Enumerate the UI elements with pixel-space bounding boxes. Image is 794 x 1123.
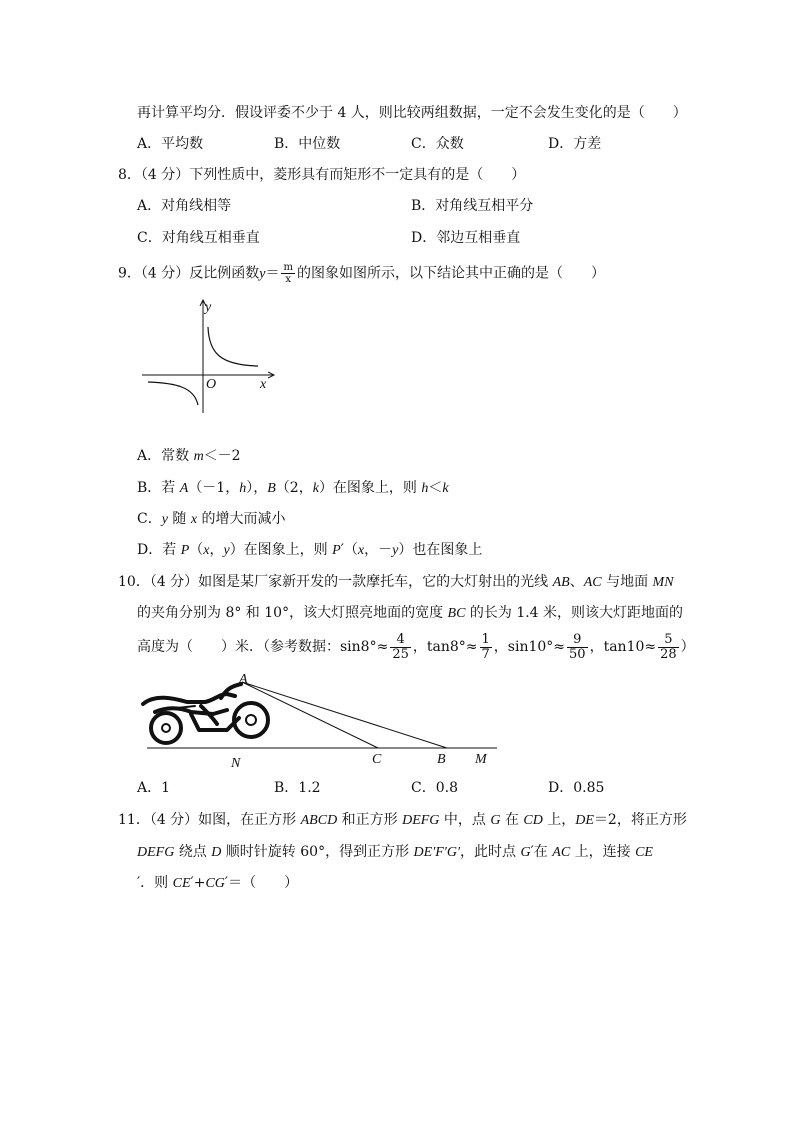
q7-option-c: C．众数 [411, 136, 464, 152]
q10-f1-den: 25 [392, 646, 409, 662]
q9-option-b [137, 479, 449, 498]
q10-l1-t1: 10．（4 分）如图是某厂家新开发的一款摩托车，它的大灯射出的光线 [118, 574, 553, 590]
q9-func-numerator: m [283, 262, 293, 273]
q11-l1-CD: CD [523, 813, 543, 828]
q9-func-y: y [259, 266, 266, 282]
q9-optB-t2: （－1， [188, 480, 240, 496]
q11-l2-image-square: DE′F′G′ [413, 845, 461, 860]
q9-optD-y2: y [392, 543, 399, 558]
q11-l2-AC: AC [552, 845, 571, 860]
q10-option-d: D．0.85 [548, 780, 605, 796]
q10-l3-t4: ，tan10≈ [589, 639, 657, 655]
q11-l2-t3: ，此时点 [460, 844, 521, 860]
q11-l2-t2: 顺时针旋转 60°，得到正方形 [221, 844, 414, 860]
q9-option-d [137, 541, 482, 560]
light-ray-ac [242, 682, 378, 748]
q9-optC-t2: 随 [167, 511, 191, 527]
q10-f1-num: 4 [390, 633, 411, 648]
q11-l2-CE: CE [635, 845, 653, 860]
q10-motorcycle-figure [135, 672, 500, 772]
q10-f2-num: 1 [481, 631, 490, 647]
q11-line-1 [118, 811, 687, 830]
q9-optA-var: m [193, 449, 204, 464]
q9-optD-t6: ，－ [364, 542, 393, 558]
q7-option-d: D．方差 [548, 136, 602, 152]
q9-optA-text-a: A．常数 [137, 448, 194, 464]
q9-optB-k: k [312, 481, 319, 496]
q8-stem: 8．（4 分）下列性质中，菱形具有而矩形不一定具有的是（ ） [118, 167, 526, 183]
q7-option-a: A．平均数 [137, 136, 204, 152]
q9-optC-t3: 的增大而减小 [197, 511, 286, 527]
q7-stem-continuation: 再计算平均分．假设评委不少于 4 人，则比较两组数据，一定不会发生变化的是（ ） [137, 105, 687, 121]
q11-l1-t4: 在 [500, 812, 524, 828]
q9-optB-A: A [179, 481, 189, 496]
q11-l3-CE: CE [172, 876, 191, 891]
q9-optD-y: y [223, 543, 230, 558]
point-a-label: A [239, 672, 248, 687]
light-ray-ab [242, 682, 447, 748]
q11-l1-t2: 和正方形 [337, 812, 403, 828]
q11-l3-CG: CG [205, 876, 225, 891]
q9-optB-t5: ）在图象上，则 [318, 480, 422, 496]
q11-l1-t1: 11．（4 分）如图，在正方形 [118, 812, 301, 828]
q7-option-b: B．中位数 [274, 136, 341, 152]
q9-option-c [137, 510, 286, 529]
q10-line-3 [137, 632, 695, 662]
q10-l2-t1: 的夹角分别为 8° 和 10°，该大灯照亮地面的宽度 [137, 605, 448, 621]
q10-option-b: B．1.2 [274, 780, 321, 796]
q9-optD-t2: （ [189, 542, 204, 558]
q11-l2-t1: 绕点 [174, 844, 212, 860]
q10-option-a: A．1 [137, 780, 171, 796]
q10-f3-num: 9 [567, 633, 588, 648]
q9-optD-x: x [203, 543, 210, 558]
q10-l3-t3: ，sin10°≈ [493, 639, 566, 655]
q8-option-c: C．对角线互相垂直 [137, 230, 260, 246]
q9-optD-t7: ）也在图象上 [398, 542, 483, 558]
hyperbola-branch-lower [148, 382, 198, 405]
q11-l1-t3: 中，点 [439, 812, 491, 828]
q9-optA-text-b: ＜－2 [203, 448, 241, 464]
q8-option-a: A．对角线相等 [137, 198, 232, 214]
q10-l1-MN: MN [652, 575, 674, 590]
q11-l1-ABCD: ABCD [300, 813, 338, 828]
q11-l1-t5: 上， [542, 812, 576, 828]
q10-fraction-tan10 [658, 633, 679, 662]
q10-f3-den: 50 [569, 646, 586, 662]
q10-option-c: C．0.8 [411, 780, 458, 796]
q11-l1-G: G [490, 813, 501, 828]
q10-l3-t5: ） [680, 639, 695, 655]
q11-l1-DEFG: DEFG [402, 813, 440, 828]
q9-optB-t3: ）， [246, 480, 268, 496]
q9-optD-t3: ， [209, 542, 224, 558]
q11-l3-t3: ′＝（ ） [224, 875, 299, 891]
q10-f2-den: 7 [481, 646, 490, 662]
q10-f4-den: 28 [660, 646, 677, 662]
q11-l2-t4: ′在 [530, 844, 553, 860]
q10-f4-num: 5 [658, 633, 679, 648]
q9-func-fraction [281, 262, 294, 285]
q9-optB-B: B [267, 481, 276, 496]
q9-optC-t1: C． [137, 511, 162, 527]
q10-l3-t2: ，tan8°≈ [412, 639, 478, 655]
point-n-label: N [231, 756, 241, 771]
q10-l2-t2: 的长为 1.4 米，则该大灯距地面的 [465, 605, 684, 621]
x-axis-label: x [260, 377, 267, 392]
q9-stem [118, 262, 605, 285]
q11-l1-DE: DE [575, 813, 594, 828]
q10-l1-t3: 与地面 [601, 574, 653, 590]
motorcycle-icon [143, 684, 268, 743]
point-c-label: C [372, 752, 382, 767]
q9-func-denominator: x [285, 274, 292, 285]
q9-optD-P2: P [332, 543, 341, 558]
q8-option-d: D．邻边互相垂直 [411, 230, 521, 246]
point-b-label: B [437, 752, 446, 767]
q8-option-b: B．对角线互相平分 [411, 198, 534, 214]
q9-optB-k2: k [442, 481, 449, 496]
q10-fraction-sin10 [567, 633, 588, 662]
q10-l1-t2: 、 [569, 574, 584, 590]
q9-optB-h2: h [421, 481, 429, 496]
origin-label: O [206, 377, 217, 392]
q11-l3-t1: ′．则 [137, 875, 173, 891]
q9-stem-text-b: 的图象如图所示，以下结论其中正确的是（ ） [296, 265, 605, 282]
q9-option-a [137, 447, 241, 466]
q9-optB-h: h [239, 481, 247, 496]
q9-optD-P: P [180, 543, 190, 558]
q9-optB-t4: （2， [275, 480, 313, 496]
q9-hyperbola-graph [140, 295, 280, 415]
y-axis-label: y [205, 300, 212, 315]
q10-l1-AB: AB [552, 575, 570, 590]
q10-fraction-tan8 [480, 633, 492, 662]
q9-optD-t1: D．若 [137, 542, 181, 558]
q9-func-eq: ＝ [265, 265, 280, 282]
q9-stem-text-a: 9．（4 分）反比例函数 [118, 265, 260, 282]
q9-optC-y: y [161, 512, 168, 527]
q11-l1-t6: ＝2，将正方形 [593, 812, 687, 828]
q11-line-2 [137, 843, 653, 862]
q11-line-3 [137, 874, 298, 893]
q10-l3-t1: 高度为（ ）米．（参考数据：sin8°≈ [137, 639, 389, 655]
q9-optD-t5: ′（ [340, 542, 358, 558]
q9-optC-x: x [190, 512, 198, 527]
q11-l2-G: G [520, 845, 531, 860]
q10-fraction-sin8 [390, 633, 411, 662]
q11-l3-t2: ′+ [190, 875, 206, 891]
q10-l1-AC: AC [583, 575, 602, 590]
q10-line-1 [118, 573, 674, 592]
q10-line-2 [137, 604, 683, 623]
q9-optD-x2: x [357, 543, 365, 558]
q11-l2-DEFG: DEFG [137, 845, 175, 860]
q9-optB-t1: B．若 [137, 480, 180, 496]
hyperbola-branch-upper [208, 327, 258, 366]
point-m-label: M [475, 752, 487, 767]
q9-optD-t4: ）在图象上，则 [229, 542, 333, 558]
q10-l2-BC: BC [447, 606, 466, 621]
q11-l2-t5: 上，连接 [570, 844, 636, 860]
q9-optB-lt: ＜ [428, 480, 443, 496]
q11-l2-D: D [211, 845, 222, 860]
